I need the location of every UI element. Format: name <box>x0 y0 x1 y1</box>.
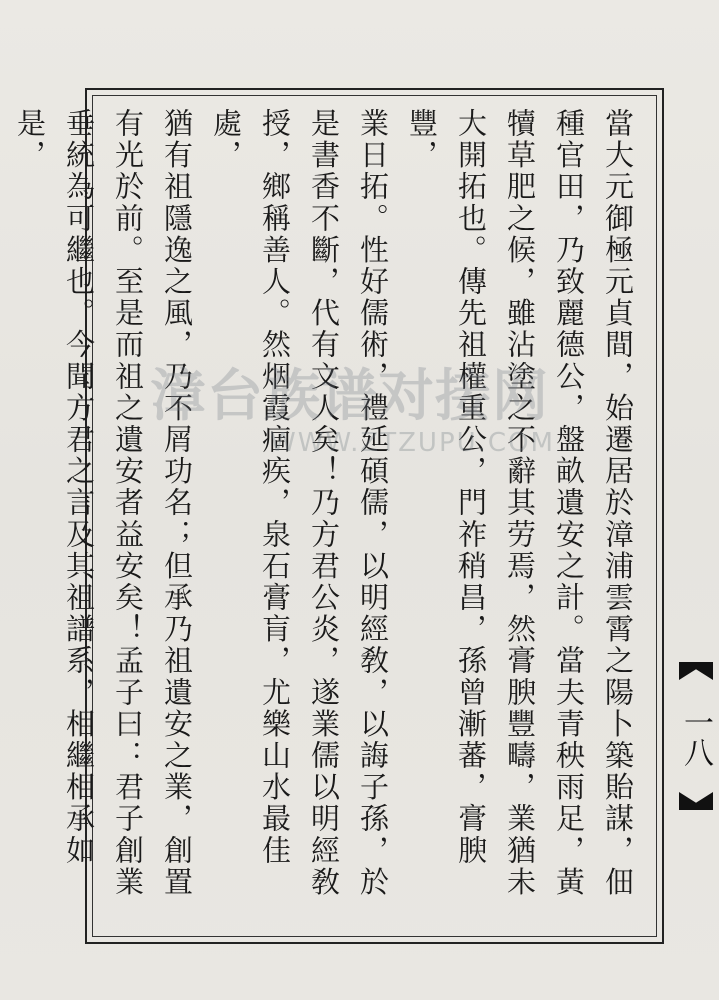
page-number: 一八 <box>678 707 713 767</box>
preface-text-body <box>13 108 642 928</box>
page-number-tab <box>675 662 715 810</box>
tab-arrow-top-icon <box>679 662 713 680</box>
text-column: 種官田，乃致麗德公，盤畝遺安之計。當夫青秧雨足，黃 <box>552 108 586 898</box>
text-column: 授，鄉稱善人。然烟霞痼疾，泉石膏肓，尤樂山水最佳處， <box>209 108 292 867</box>
tab-arrow-bottom-icon <box>679 792 713 810</box>
site-watermark: 漳台族谱对接网 <box>150 364 549 429</box>
text-column: 垂統為可繼也。今聞方君之言及其祖譜系，相繼相承如是， <box>13 108 96 867</box>
text-column <box>0 108 5 928</box>
text-column: 犢草肥之候，雖沾塗之不辭其劳焉，然膏腴豐疇，業猶未 <box>503 108 537 898</box>
text-column: 猶有祖隱逸之風，乃不屑功名；但承乃祖遺安之業，創置 <box>160 108 194 898</box>
text-column: 是書香不斷，代有文人矣！乃方君公炎，遂業儒以明經敎 <box>307 108 341 898</box>
text-column: 有光於前。至是而祖之遺安者益安矣！孟子曰：君子創業 <box>111 108 145 898</box>
text-column: 業日拓。性好儒術，禮延碩儒，以明經敎，以誨子孫，於 <box>356 108 390 898</box>
text-column: 當大元御極元貞間，始遷居於漳浦雲霄之陽卜築貽謀，佃 <box>601 108 635 898</box>
site-watermark-url: WWW.ZTZUPU.COM <box>270 428 555 458</box>
text-column: 大開拓也。傳先祖權重公，門祚稍昌，孫曾漸蕃，膏腴豐， <box>405 108 488 867</box>
